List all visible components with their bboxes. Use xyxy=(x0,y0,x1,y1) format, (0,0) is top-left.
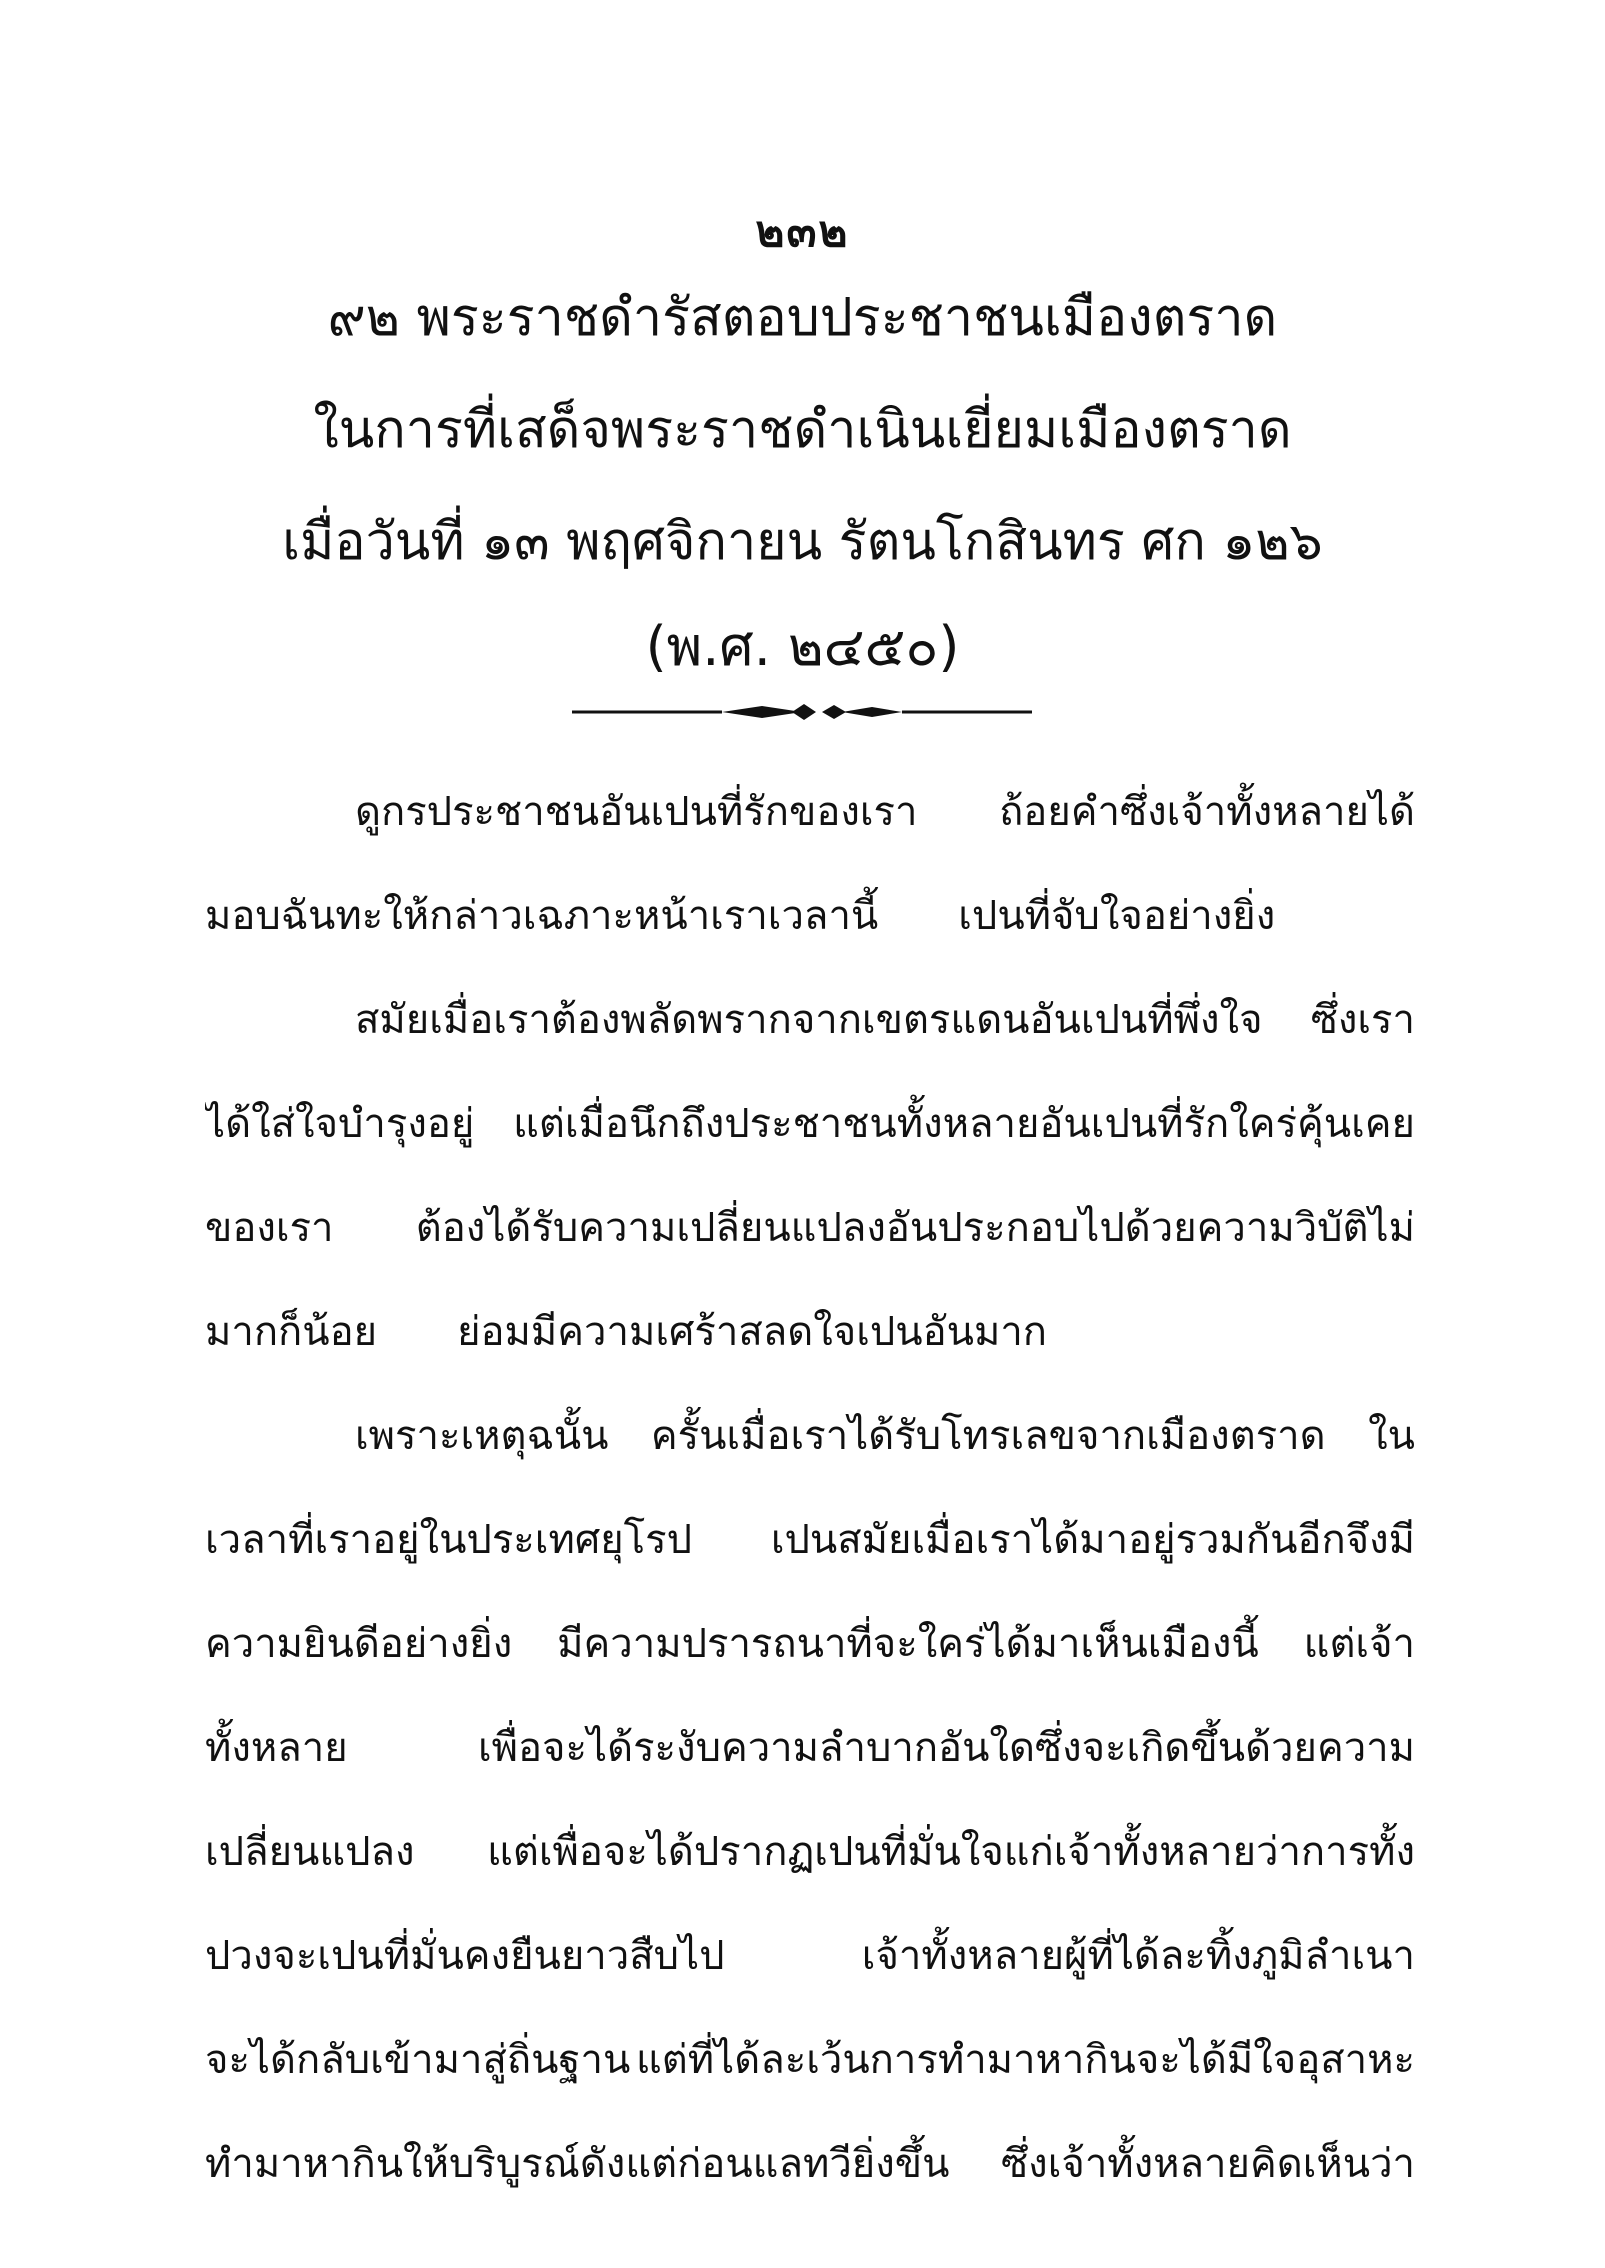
paragraph-line xyxy=(205,1592,1415,1696)
text-segment: ต้องได้รับความเปลี่ยนแปลงอันประกอบไปด้วยความวิบัติไม่ xyxy=(415,1205,1415,1251)
text-segment: เปลี่ยนแปลง xyxy=(205,1829,415,1875)
text-segment: ความยินดีอย่างยิ่ง xyxy=(205,1621,513,1667)
paragraph-line xyxy=(205,968,1415,1072)
text-segment: ใน xyxy=(1368,1413,1415,1459)
text-segment: ของเรา xyxy=(205,1205,334,1251)
text-segment: ได้ใส่ใจบำรุงอยู่ xyxy=(205,1101,475,1147)
text-segment: สมัยเมื่อเราต้องพลัดพรากจากเขตรแดนอันเปนที่พึ่งใจ xyxy=(355,997,1263,1043)
title-line-1: ๙๒ พระราชดำรัสตอบประชาชนเมืองตราด xyxy=(327,288,1278,348)
title-line-4: (พ.ศ. ๒๔๕๐) xyxy=(645,615,960,678)
text-segment: ถ้อยคำซึ่งเจ้าทั้งหลายได้ xyxy=(999,789,1415,835)
text-segment: เพื่อจะได้ระงับความลำบากอันใดซึ่งจะเกิดขึ้นด้วยความ xyxy=(477,1725,1415,1771)
paragraph-line xyxy=(205,1280,1415,1384)
text-segment: แต่ที่ได้ละเว้นการทำมาหากินจะได้มีใจอุสาหะ xyxy=(635,2037,1415,2083)
text-segment: จะได้กลับเข้ามาสู่ถิ่นฐาน xyxy=(205,2037,631,2083)
paragraph-line xyxy=(205,1488,1415,1592)
page-number: ๒๓๒ xyxy=(755,206,850,257)
text-segment: มากก็น้อย xyxy=(205,1309,378,1355)
text-segment: เพราะเหตุฉนั้น xyxy=(355,1413,609,1459)
text-segment: แต่เจ้า xyxy=(1303,1621,1415,1667)
text-segment: แต่เมื่อนึกถึงประชาชนทั้งหลายอันเปนที่รักใคร่คุ้นเคย xyxy=(513,1101,1415,1147)
paragraph-line xyxy=(205,1904,1415,2008)
text-segment: ดูกรประชาชนอันเปนที่รักของเรา xyxy=(355,789,918,835)
paragraph-line xyxy=(205,1384,1415,1488)
body-text xyxy=(205,760,1415,2216)
paragraph-line xyxy=(205,2008,1415,2112)
title-line-3: เมื่อวันที่ ๑๓ พฤศจิกายน รัตนโกสินทร ศก ๑๒๖ xyxy=(282,512,1323,572)
text-segment: ย่อมมีความเศร้าสลดใจเปนอันมาก xyxy=(457,1309,1048,1355)
text-segment: ครั้นเมื่อเราได้รับโทรเลขจากเมืองตราด xyxy=(650,1413,1326,1459)
text-segment: แต่เพื่อจะได้ปรากฏเปนที่มั่นใจแก่เจ้าทั้งหลายว่าการทั้ง xyxy=(487,1829,1415,1875)
paragraph-line xyxy=(205,1072,1415,1176)
paragraph-line xyxy=(205,2112,1415,2216)
text-segment: ซึ่งเรา xyxy=(1310,997,1415,1043)
text-segment: ปวงจะเปนที่มั่นคงยืนยาวสืบไป xyxy=(205,1933,725,1979)
paragraph-line xyxy=(205,1696,1415,1800)
text-segment: ซึ่งเจ้าทั้งหลายคิดเห็นว่า xyxy=(1001,2141,1415,2187)
paragraph-line xyxy=(205,1800,1415,1904)
text-segment: เปนสมัยเมื่อเราได้มาอยู่รวมกันอีกจึงมี xyxy=(770,1517,1415,1563)
text-segment: มอบฉันทะให้กล่าวเฉภาะหน้าเราเวลานี้ xyxy=(205,893,879,939)
text-segment: เปนที่จับใจอย่างยิ่ง xyxy=(958,893,1276,939)
text-segment: เวลาที่เราอยู่ในประเทศยุโรป xyxy=(205,1517,693,1563)
text-segment: ทั้งหลาย xyxy=(205,1725,348,1771)
text-segment: เจ้าทั้งหลายผู้ที่ได้ละทิ้งภูมิลำเนา xyxy=(861,1933,1415,1979)
paragraph-line xyxy=(205,1176,1415,1280)
title-line-2: ในการที่เสด็จพระราชดำเนินเยี่ยมเมืองตราด xyxy=(313,400,1292,460)
text-segment: มีความปรารถนาที่จะใคร่ได้มาเห็นเมืองนี้ xyxy=(557,1621,1259,1667)
ornamental-divider xyxy=(572,694,1032,730)
text-segment: ทำมาหากินให้บริบูรณ์ดังแต่ก่อนแลทวียิ่งขึ้น xyxy=(205,2141,950,2187)
paragraph-line xyxy=(205,760,1415,864)
paragraph-line xyxy=(205,864,1415,968)
